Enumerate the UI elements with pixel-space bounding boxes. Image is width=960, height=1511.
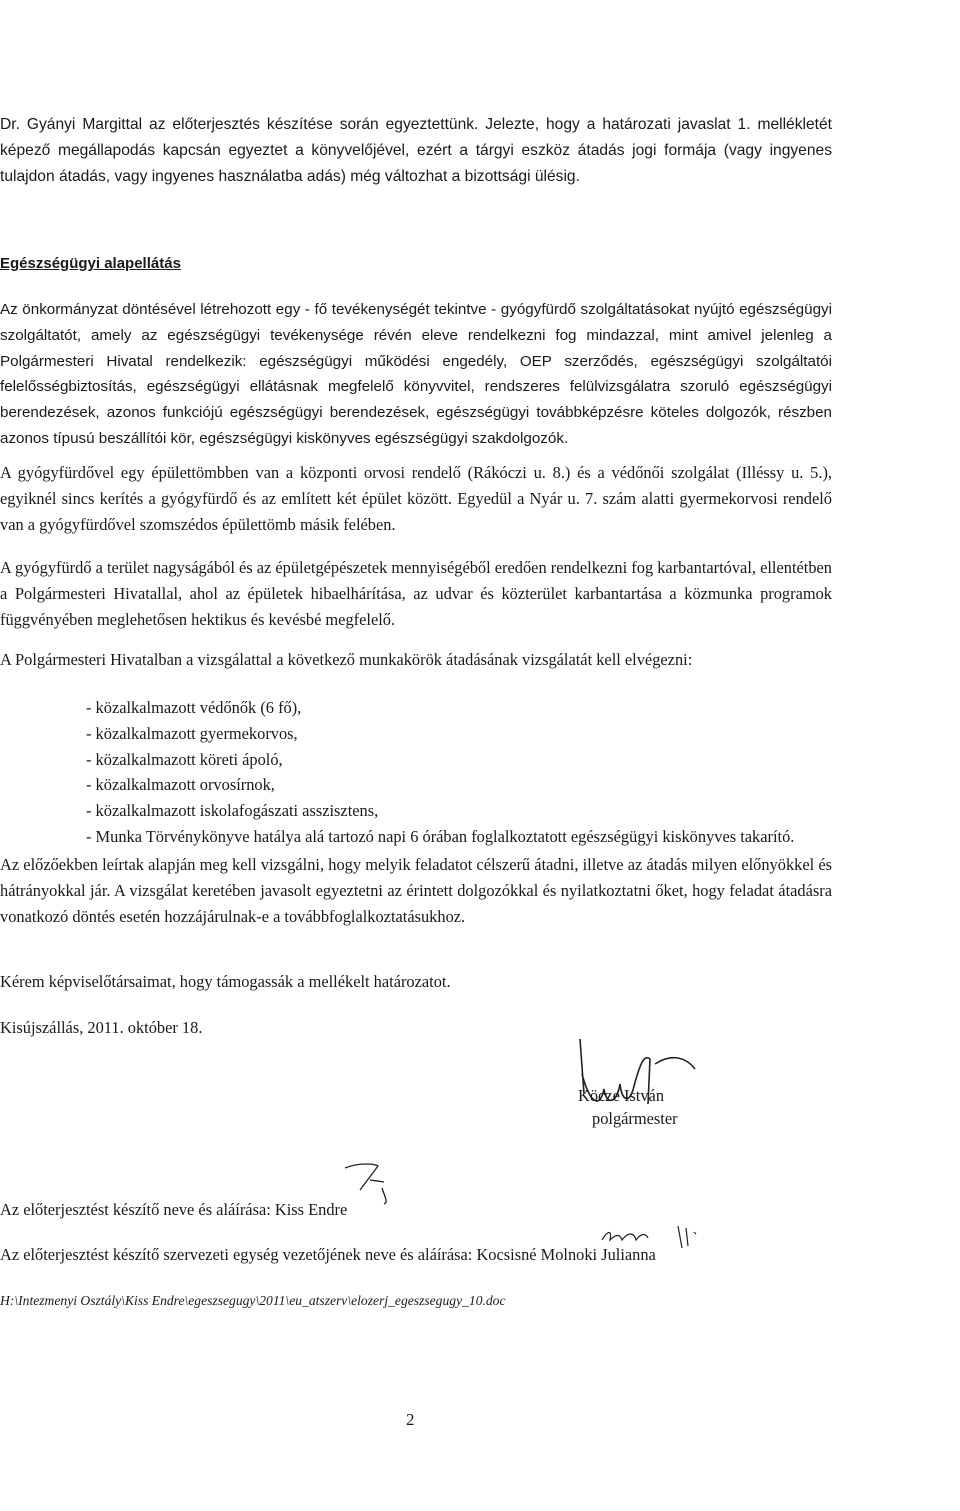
paragraph-services: Az önkormányzat döntésével létrehozott egy - fő tevékenységét tekintve - gyógyfürdő szolgáltatásokat nyújtó egészségügyi szolgáltatót, amely az egészségügyi tevékenysége révén eleve rendelkezni fog mindazzal, mint amivel jelenleg a Polgármesteri Hivatal rendelkezik: egészségügyi működési engedély, OEP szerződés, egészségügyi szolgáltatói felelősségbiztosítás, egészségügyi ellátásnak megfelelő könyvvitel, rendszeres felülvizsgálatra szoruló egészségügyi berendezések, azonos funkciójú egészségügyi berendezések, egészségügyi továbbképzésre köteles dolgozók, részben azonos típusú beszállítói kör, egészségügyi kiskönyves egészségügyi szakdolgozók. bbox=[0, 301, 832, 447]
list-item: - közalkalmazott orvosírnok, bbox=[86, 775, 275, 795]
paragraph-maintenance: A gyógyfürdő a terület nagyságából és az épületgépészetek mennyiségéből eredően rendelkezni fog karbantartóval, ellentétben a Polgármesteri Hivatallal, ahol az épületek hibaelhárítása, az udvar és közterület karbantartása a közmunka programok függvényében meglehetősen hektikus és kevésbé megfelelő. bbox=[0, 558, 832, 629]
list-item: - Munka Törvénykönyve hatálya alá tartozó napi 6 órában foglalkoztatott egészségügyi kiskönyves takarító. bbox=[86, 826, 795, 846]
positions-list bbox=[86, 695, 832, 850]
place-date: Kisújszállás, 2011. október 18. bbox=[0, 1018, 203, 1037]
list-item: - közalkalmazott iskolafogászati asszisztens, bbox=[86, 801, 379, 821]
page-number: 2 bbox=[406, 1410, 415, 1429]
list-item: - közalkalmazott gyermekorvos, bbox=[86, 723, 298, 743]
preparer-signature bbox=[340, 1160, 400, 1205]
intro-paragraph: Dr. Gyányi Margittal az előterjesztés készítése során egyeztettünk. Jelezte, hogy a határozati javaslat 1. mellékletét képező megállapodás kapcsán egyeztet a könyvelőjével, ezért a tárgyi eszköz átadás jogi formája (vagy ingyenes tulajdon átadás, vagy ingyenes használatba adás) még változhat a bizottsági ülésig. bbox=[0, 116, 832, 185]
preparer-line: Az előterjesztést készítő neve és aláírása: Kiss Endre bbox=[0, 1200, 348, 1219]
list-item: - közalkalmazott köreti ápoló, bbox=[86, 749, 283, 769]
section-heading: Egészségügyi alapellátás bbox=[0, 255, 181, 272]
paragraph-buildings: A gyógyfürdővel egy épülettömbben van a központi orvosi rendelő (Rákóczi u. 8.) és a védőnői szolgálat (Illéssy u. 5.), egyiknél sincs kerítés a gyógyfürdő és az említett két épület között. Egyedül a Nyár u. 7. szám alatti gyermekorvosi rendelő van a gyógyfürdővel szomszédos épülettömb másik felében. bbox=[0, 463, 832, 534]
signer-title: polgármester bbox=[592, 1109, 678, 1128]
signer-name: Köcze István bbox=[578, 1086, 665, 1105]
list-item: - közalkalmazott védőnők (6 fő), bbox=[86, 698, 302, 717]
paragraph-request: Kérem képviselőtársaimat, hogy támogassák a mellékelt határozatot. bbox=[0, 972, 451, 991]
file-path: H:\Intezmenyi Osztály\Kiss Endre\egeszsegugy\2011\eu_atszerv\elozerj_egeszsegugy_10.doc bbox=[0, 1293, 506, 1308]
paragraph-positions-intro: A Polgármesteri Hivatalban a vizsgálattal a következő munkakörök átadásának vizsgálatát kell elvégezni: bbox=[0, 650, 693, 669]
paragraph-evaluation: Az előzőekben leírtak alapján meg kell vizsgálni, hogy melyik feladatot célszerű átadni, illetve az átadás milyen előnyökkel és hátrányokkal jár. A vizsgálat keretében javasolt egyeztetni az érintett dolgozókkal és nyilatkoztatni őket, hogy feladat átadásra vonatkozó döntés esetén hozzájárulnak-e a továbbfoglalkoztatásukhoz. bbox=[0, 855, 832, 926]
unit-head-line: Az előterjesztést készítő szervezeti egység vezetőjének neve és aláírása: Kocsisné Molnoki Julianna bbox=[0, 1245, 656, 1264]
